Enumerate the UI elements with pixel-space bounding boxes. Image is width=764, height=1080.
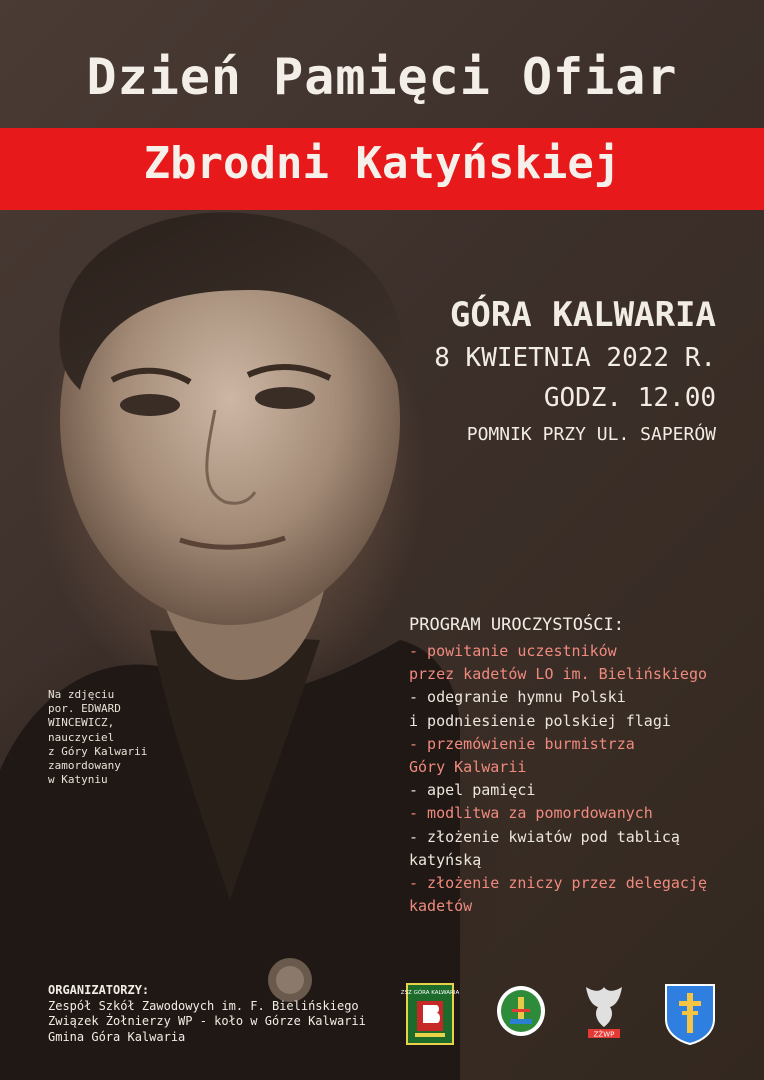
portrait-photo bbox=[0, 210, 460, 1080]
gora-kalwaria-coat-of-arms-icon bbox=[664, 983, 716, 1045]
photo-caption bbox=[48, 688, 188, 787]
zsz-logo-icon bbox=[400, 983, 460, 1045]
event-time: GODZ. 12.00 bbox=[543, 383, 716, 413]
organizer-line: Zespół Szkół Zawodowych im. F. Bielińskiego bbox=[48, 998, 359, 1013]
program-line: i podniesienie polskiej flagi bbox=[409, 711, 671, 730]
caption-line: Na zdjęciu bbox=[48, 688, 115, 701]
program-line: - złożenie zniczy przez delegację bbox=[409, 874, 708, 893]
event-location: POMNIK PRZY UL. SAPERÓW bbox=[466, 424, 716, 445]
program-line: kadetów bbox=[409, 897, 473, 916]
event-info bbox=[434, 292, 716, 452]
eagle-logo-icon bbox=[582, 983, 626, 1039]
caption-line: w Katyniu bbox=[48, 773, 108, 787]
zzwp-emblem-icon bbox=[496, 985, 546, 1037]
program-line: - złożenie kwiatów pod tablicą bbox=[409, 827, 680, 846]
program-line: - modlitwa za pomordowanych bbox=[409, 804, 653, 823]
program-line: - przemówienie burmistrza bbox=[409, 734, 635, 753]
event-date: 8 KWIETNIA 2022 R. bbox=[434, 343, 716, 373]
program-line: katyńską bbox=[409, 850, 482, 869]
program-line: - apel pamięci bbox=[409, 781, 536, 800]
program-line: Góry Kalwarii bbox=[409, 758, 527, 777]
zsz-logo-text: ZSZ GÓRA KALWARIA bbox=[400, 990, 460, 996]
organizer-line: Związek Żołnierzy WP - koło w Górze Kalwarii bbox=[48, 1014, 366, 1028]
eagle-logo-text: ZŻWP bbox=[593, 1030, 615, 1039]
organizers bbox=[48, 983, 366, 1045]
caption-line: z Góry Kalwarii bbox=[48, 744, 148, 758]
caption-line: zamordowany bbox=[48, 759, 121, 773]
program-line: przez kadetów LO im. Bielińskiego bbox=[409, 665, 708, 684]
program bbox=[409, 612, 749, 918]
program-heading: PROGRAM UROCZYSTOŚCI: bbox=[409, 615, 624, 635]
organizer-line: Gmina Góra Kalwaria bbox=[48, 1029, 186, 1044]
program-line: - powitanie uczestników bbox=[409, 642, 617, 660]
program-line: - odegranie hymnu Polski bbox=[409, 688, 626, 707]
organizers-heading: ORGANIZATORZY: bbox=[48, 983, 150, 997]
caption-line: WINCEWICZ, bbox=[48, 716, 115, 730]
title-line-1: Dzień Pamięci Ofiar bbox=[86, 48, 678, 106]
caption-line: nauczyciel bbox=[48, 730, 115, 744]
title-line-2: Zbrodni Katyńskiej bbox=[143, 138, 621, 189]
caption-line: por. EDWARD bbox=[48, 702, 121, 716]
event-place: GÓRA KALWARIA bbox=[449, 295, 716, 335]
